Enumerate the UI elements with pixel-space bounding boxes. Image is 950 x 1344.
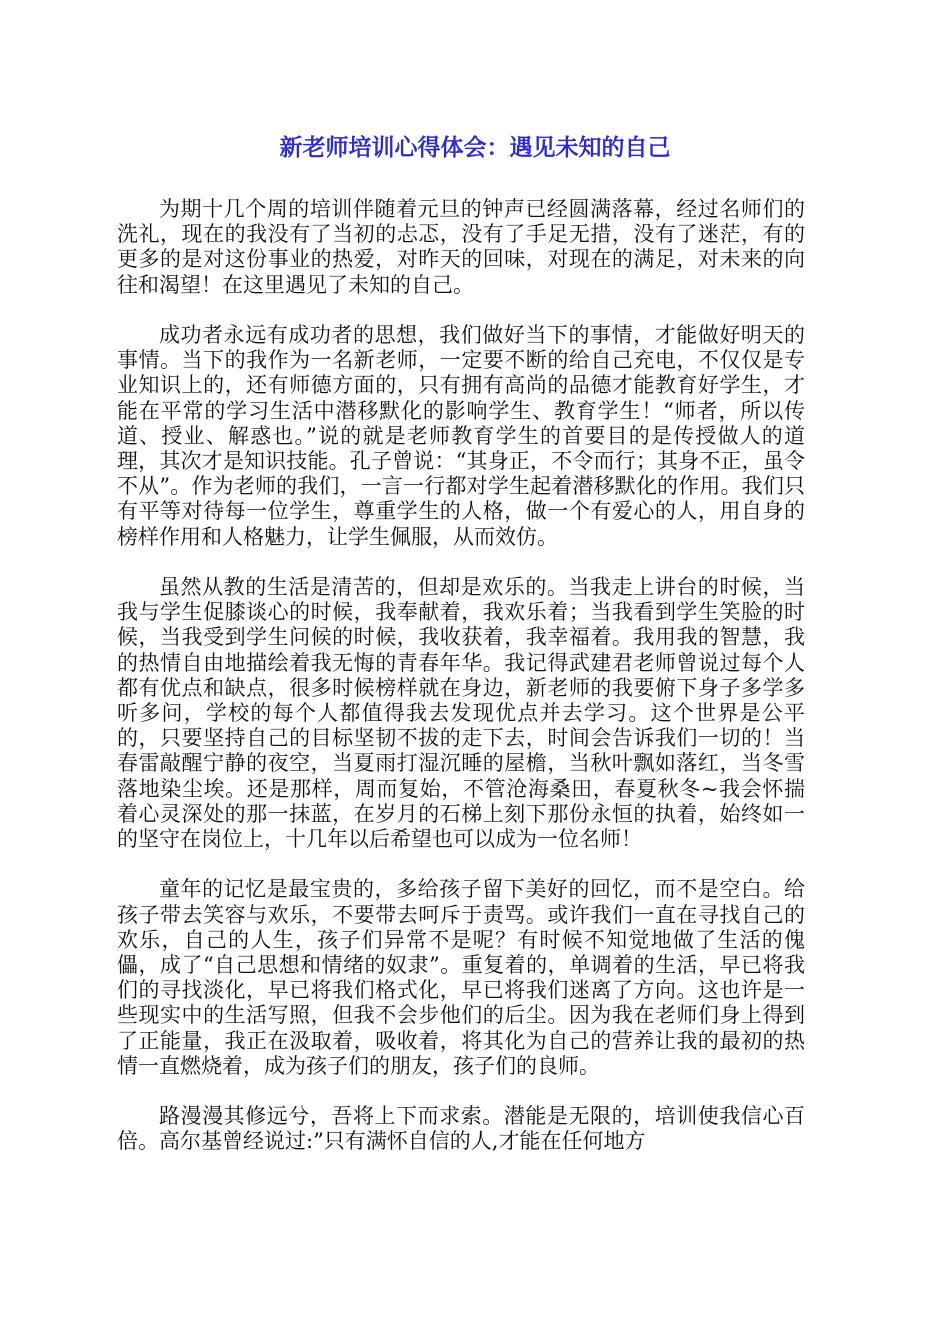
paragraph-3: 虽然从教的生活是清苦的，但却是欢乐的。当我走上讲台的时候，当我与学生促膝谈心的时候，我奉献着，我欢乐着；当我看到学生笑脸的时候，当我受到学生问候的时候，我收获着，我幸福着。我用我的智慧，我的热情自由地描绘着我无悔的青春年华。我记得武建君老师曾说过每个人都有优点和缺点，很多时候榜样就在身边，新老师的我要俯下身子多学多听多问，学校的每个人都值得我去发现优点并去学习。这个世界是公平的，只要坚持自己的目标坚韧不拔的走下去，时间会告诉我们一切的！当春雷敲醒宁静的夜空，当夏雨打湿沉睡的屋檐，当秋叶飘如落红，当冬雪落地染尘埃。还是那样，周而复始，不管沧海桑田，春夏秋冬~我会怀揣着心灵深处的那一抹蓝，在岁月的石梯上刻下那份永恒的执着，始终如一的坚守在岗位上，十几年以后希望也可以成为一位名师！ (117, 575, 805, 852)
document-title: 新老师培训心得体会：遇见未知的自己 (279, 135, 671, 161)
document-body (117, 197, 805, 1180)
paragraph-2: 成功者永远有成功者的思想，我们做好当下的事情，才能做好明天的事情。当下的我作为一名新老师，一定要不断的给自己充电，不仅仅是专业知识上的，还有师德方面的，只有拥有高尚的品德才能教育好学生，才能在平常的学习生活中潜移默化的影响学生、教育学生！“师者，所以传道、授业、解惑也。”说的就是老师教育学生的首要目的是传授做人的道理，其次才是知识技能。孔子曾说：“其身正，不令而行；其身不正，虽令不从”。作为老师的我们，一言一行都对学生起着潜移默化的作用。我们只有平等对待每一位学生，尊重学生的人格，做一个有爱心的人，用自身的榜样作用和人格魅力，让学生佩服，从而效仿。 (117, 323, 805, 549)
paragraph-5: 路漫漫其修远兮，吾将上下而求索。潜能是无限的，培训使我信心百倍。高尔基曾经说过:”只有满怀自信的人,才能在任何地方 (117, 1104, 805, 1154)
paragraph-1: 为期十几个周的培训伴随着元旦的钟声已经圆满落幕，经过名师们的洗礼，现在的我没有了当初的忐忑，没有了手足无措，没有了迷茫，有的更多的是对这份事业的热爱，对昨天的回味，对现在的满足，对未来的向往和渴望！在这里遇见了未知的自己。 (117, 197, 805, 297)
paragraph-4: 童年的记忆是最宝贵的，多给孩子留下美好的回忆，而不是空白。给孩子带去笑容与欢乐，不要带去呵斥于责骂。或许我们一直在寻找自己的欢乐，自己的人生，孩子们异常不是呢？有时候不知觉地做了生活的傀儡，成了“自己思想和情绪的奴隶”。重复着的，单调着的生活，早已将我们的寻找淡化，早已将我们格式化，早已将我们迷离了方向。这也许是一些现实中的生活写照，但我不会步他们的后尘。因为我在老师们身上得到了正能量，我正在汲取着，吸收着，将其化为自己的营养让我的最初的热情一直燃烧着，成为孩子们的朋友，孩子们的良师。 (117, 877, 805, 1078)
